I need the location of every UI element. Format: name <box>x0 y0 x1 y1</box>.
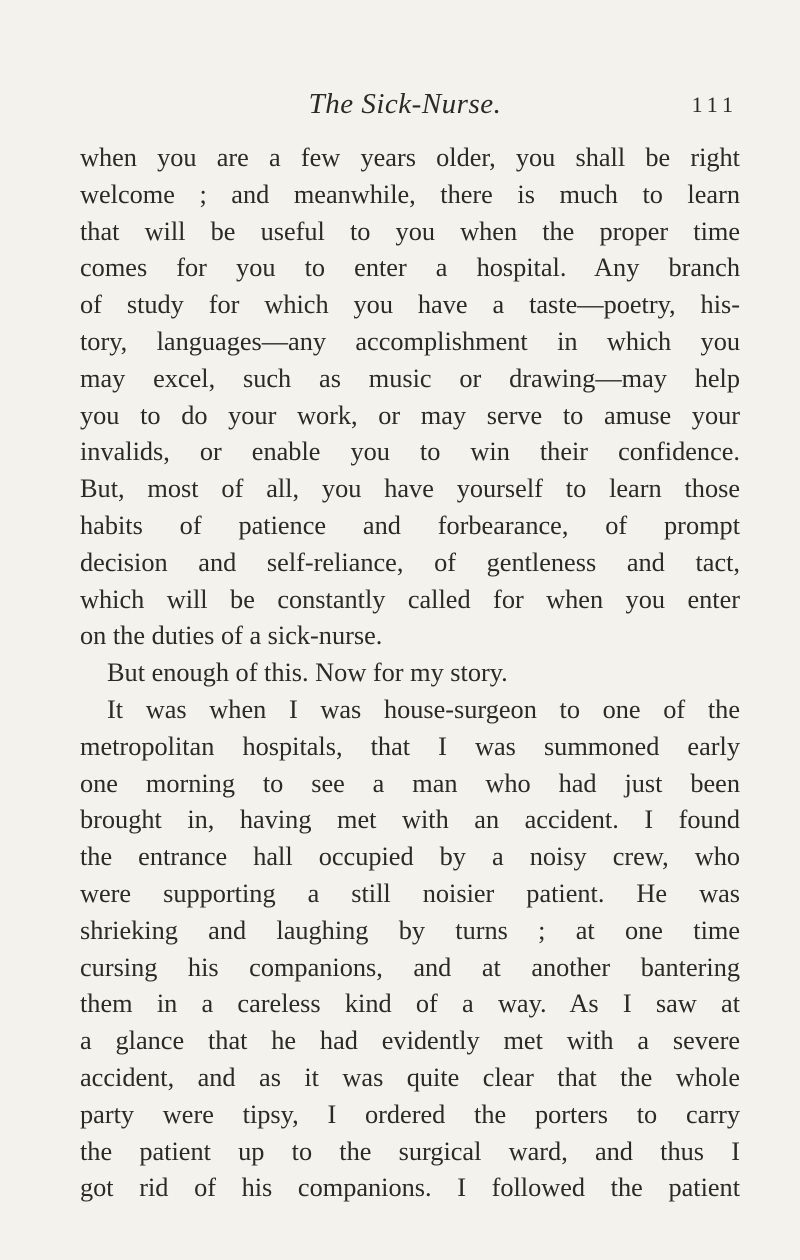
text-line: But enough of this. Now for my story. <box>107 658 508 688</box>
text-line: invalids, or enable you to win their confidence. <box>80 437 740 467</box>
text-line: you to do your work, or may serve to amuse your <box>80 400 740 430</box>
text-line: of study for which you have a taste—poetry, his- <box>80 290 740 320</box>
text-line: were supporting a still noisier patient. He was <box>80 878 740 908</box>
text-line: a glance that he had evidently met with a severe <box>80 1026 740 1056</box>
text-line: cursing his companions, and at another bantering <box>80 952 740 982</box>
text-line: got rid of his companions. I followed the patient <box>80 1173 740 1203</box>
text-line: that will be useful to you when the proper time <box>80 216 740 246</box>
text-line: tory, languages—any accomplishment in which you <box>80 326 740 356</box>
text-line: shrieking and laughing by turns ; at one time <box>80 915 740 945</box>
text-line: one morning to see a man who had just been <box>80 768 740 798</box>
body-text <box>80 140 740 1207</box>
text-line: decision and self-reliance, of gentleness and tact, <box>80 547 740 577</box>
text-line: habits of patience and forbearance, of prompt <box>80 510 740 540</box>
text-line: party were tipsy, I ordered the porters to carry <box>80 1099 740 1129</box>
running-title: The Sick-Nurse. <box>308 88 502 120</box>
text-line: comes for you to enter a hospital. Any branch <box>80 253 740 283</box>
text-line: them in a careless kind of a way. As I saw at <box>80 989 740 1019</box>
text-line: on the duties of a sick-nurse. <box>80 621 383 651</box>
text-line: But, most of all, you have yourself to learn those <box>80 474 740 504</box>
text-line: welcome ; and meanwhile, there is much to learn <box>80 179 740 209</box>
text-line: metropolitan hospitals, that I was summoned early <box>80 731 740 761</box>
text-line: the entrance hall occupied by a noisy crew, who <box>80 842 740 872</box>
running-head <box>80 88 738 128</box>
text-line: the patient up to the surgical ward, and thus I <box>80 1136 740 1166</box>
page-number: 111 <box>691 92 738 117</box>
text-line: accident, and as it was quite clear that the whole <box>80 1062 740 1092</box>
text-line: which will be constantly called for when you enter <box>80 584 740 614</box>
text-line: may excel, such as music or drawing—may help <box>80 363 740 393</box>
text-line: It was when I was house-surgeon to one of the <box>107 694 740 724</box>
text-line: brought in, having met with an accident. I found <box>80 805 740 835</box>
text-line: when you are a few years older, you shall be right <box>80 143 740 172</box>
